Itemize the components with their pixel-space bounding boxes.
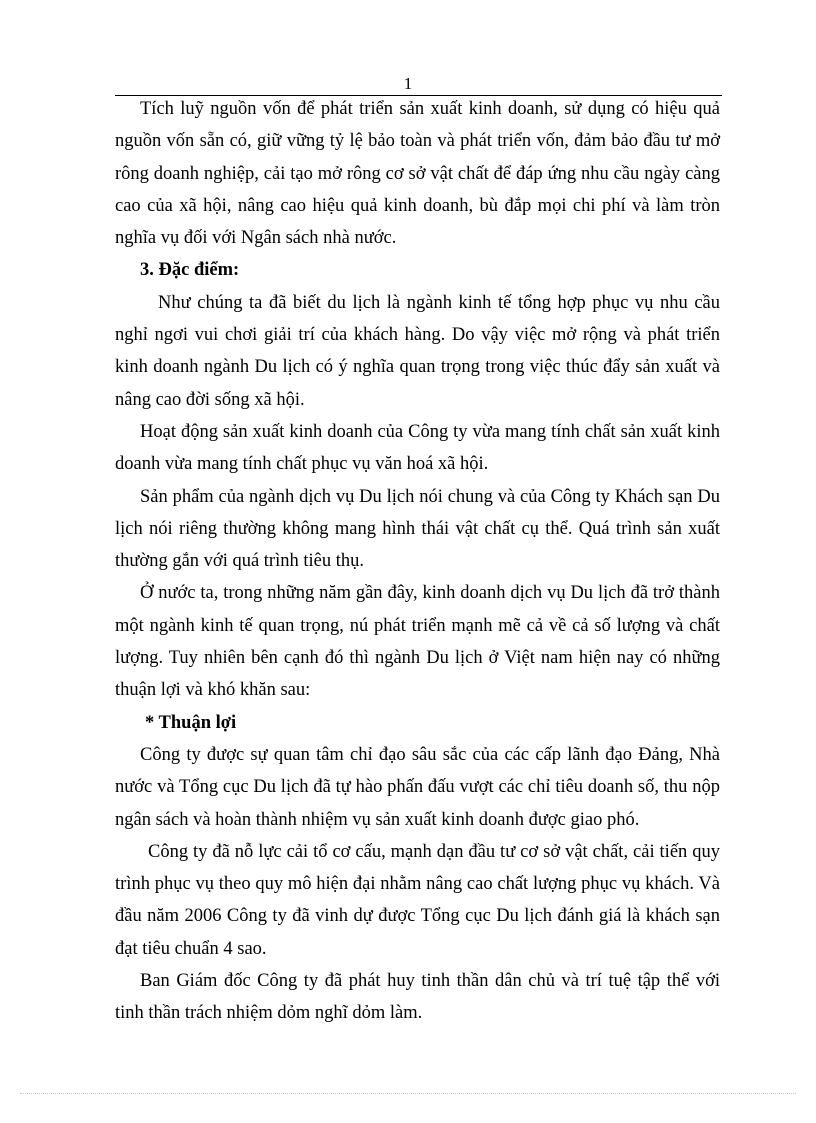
paragraph-leadership-support: Công ty được sự quan tâm chỉ đạo sâu sắc của các cấp lãnh đạo Đảng, Nhà nước và Tổng cục Du lịch đã tự hào phấn đấu vượt các chỉ tiêu doanh số, thu nộp ngân sách và hoàn thành nhiệm vụ sản xuất kinh doanh được giao phó. [115,744,720,830]
paragraph-board-of-directors: Ban Giám đốc Công ty đã phát huy tinh thần dân chủ và trí tuệ tập thể với tinh thần trách nhiệm dỏm nghĩ dỏm làm. [115,971,720,1024]
paragraph-restructuring: Công ty đã nỗ lực cải tổ cơ cấu, mạnh dạn đầu tư cơ sở vật chất, cải tiến quy trình phục vụ theo quy mô hiện đại nhằm nâng cao chất lượng phục vụ khách. Và đầu năm 2006 Công ty đã vinh dự được Tổng cục Du lịch đánh giá là khách sạn đạt tiêu chuẩn 4 sao. [115,841,720,959]
paragraph-tourism-definition: Như chúng ta đã biết du lịch là ngành kinh tế tổng hợp phục vụ nhu cầu nghỉ ngơi vui chơi giải trí của khách hàng. Do vậy việc mở rộng và phát triển kinh doanh ngành Du lịch có ý nghĩa quan trọng trong việc thúc đẩy sản xuất và nâng cao đời sống xã hội. [115,292,720,410]
document-body [115,93,720,1030]
paragraph-vietnam-tourism: Ở nước ta, trong những năm gần đây, kinh doanh dịch vụ Du lịch đã trở thành một ngành kinh tế quan trọng, nú phát triển mạnh mẽ cả về cả số lượng và chất lượng. Tuy nhiên bên cạnh đó thì ngành Du lịch ở Việt nam hiện nay có những thuận lợi và khó khăn sau: [115,583,720,701]
paragraph-tourism-product: Sản phẩm của ngành dịch vụ Du lịch nói chung và của Công ty Khách sạn Du lịch nói riêng thường không mang hình thái vật chất cụ thể. Quá trình sản xuất thường gắn với quá trình tiêu thụ. [115,486,720,572]
paragraph-business-activity: Hoạt động sản xuất kinh doanh của Công ty vừa mang tính chất sản xuất kinh doanh vừa mang tính chất phục vụ văn hoá xã hội. [115,421,720,475]
section-heading-features: 3. Đặc điểm: [140,260,240,281]
footer-rule [20,1093,796,1094]
page-number: 1 [403,74,413,93]
subheading-advantages: * Thuận lợi [145,712,237,733]
paragraph-capital-accumulation: Tích luỹ nguồn vốn để phát triển sản xuất kinh doanh, sử dụng có hiệu quả nguồn vốn sẵn có, giữ vững tỷ lệ bảo toàn và phát triển vốn, đảm bảo đầu tư mở rông doanh nghiệp, cải tạo mở rông cơ sở vật chất để đáp ứng nhu cầu ngày càng cao của xã hội, nâng cao hiệu quả kinh doanh, bù đắp mọi chi phí và làm tròn nghĩa vụ đối với Ngân sách nhà nước. [115,99,720,249]
